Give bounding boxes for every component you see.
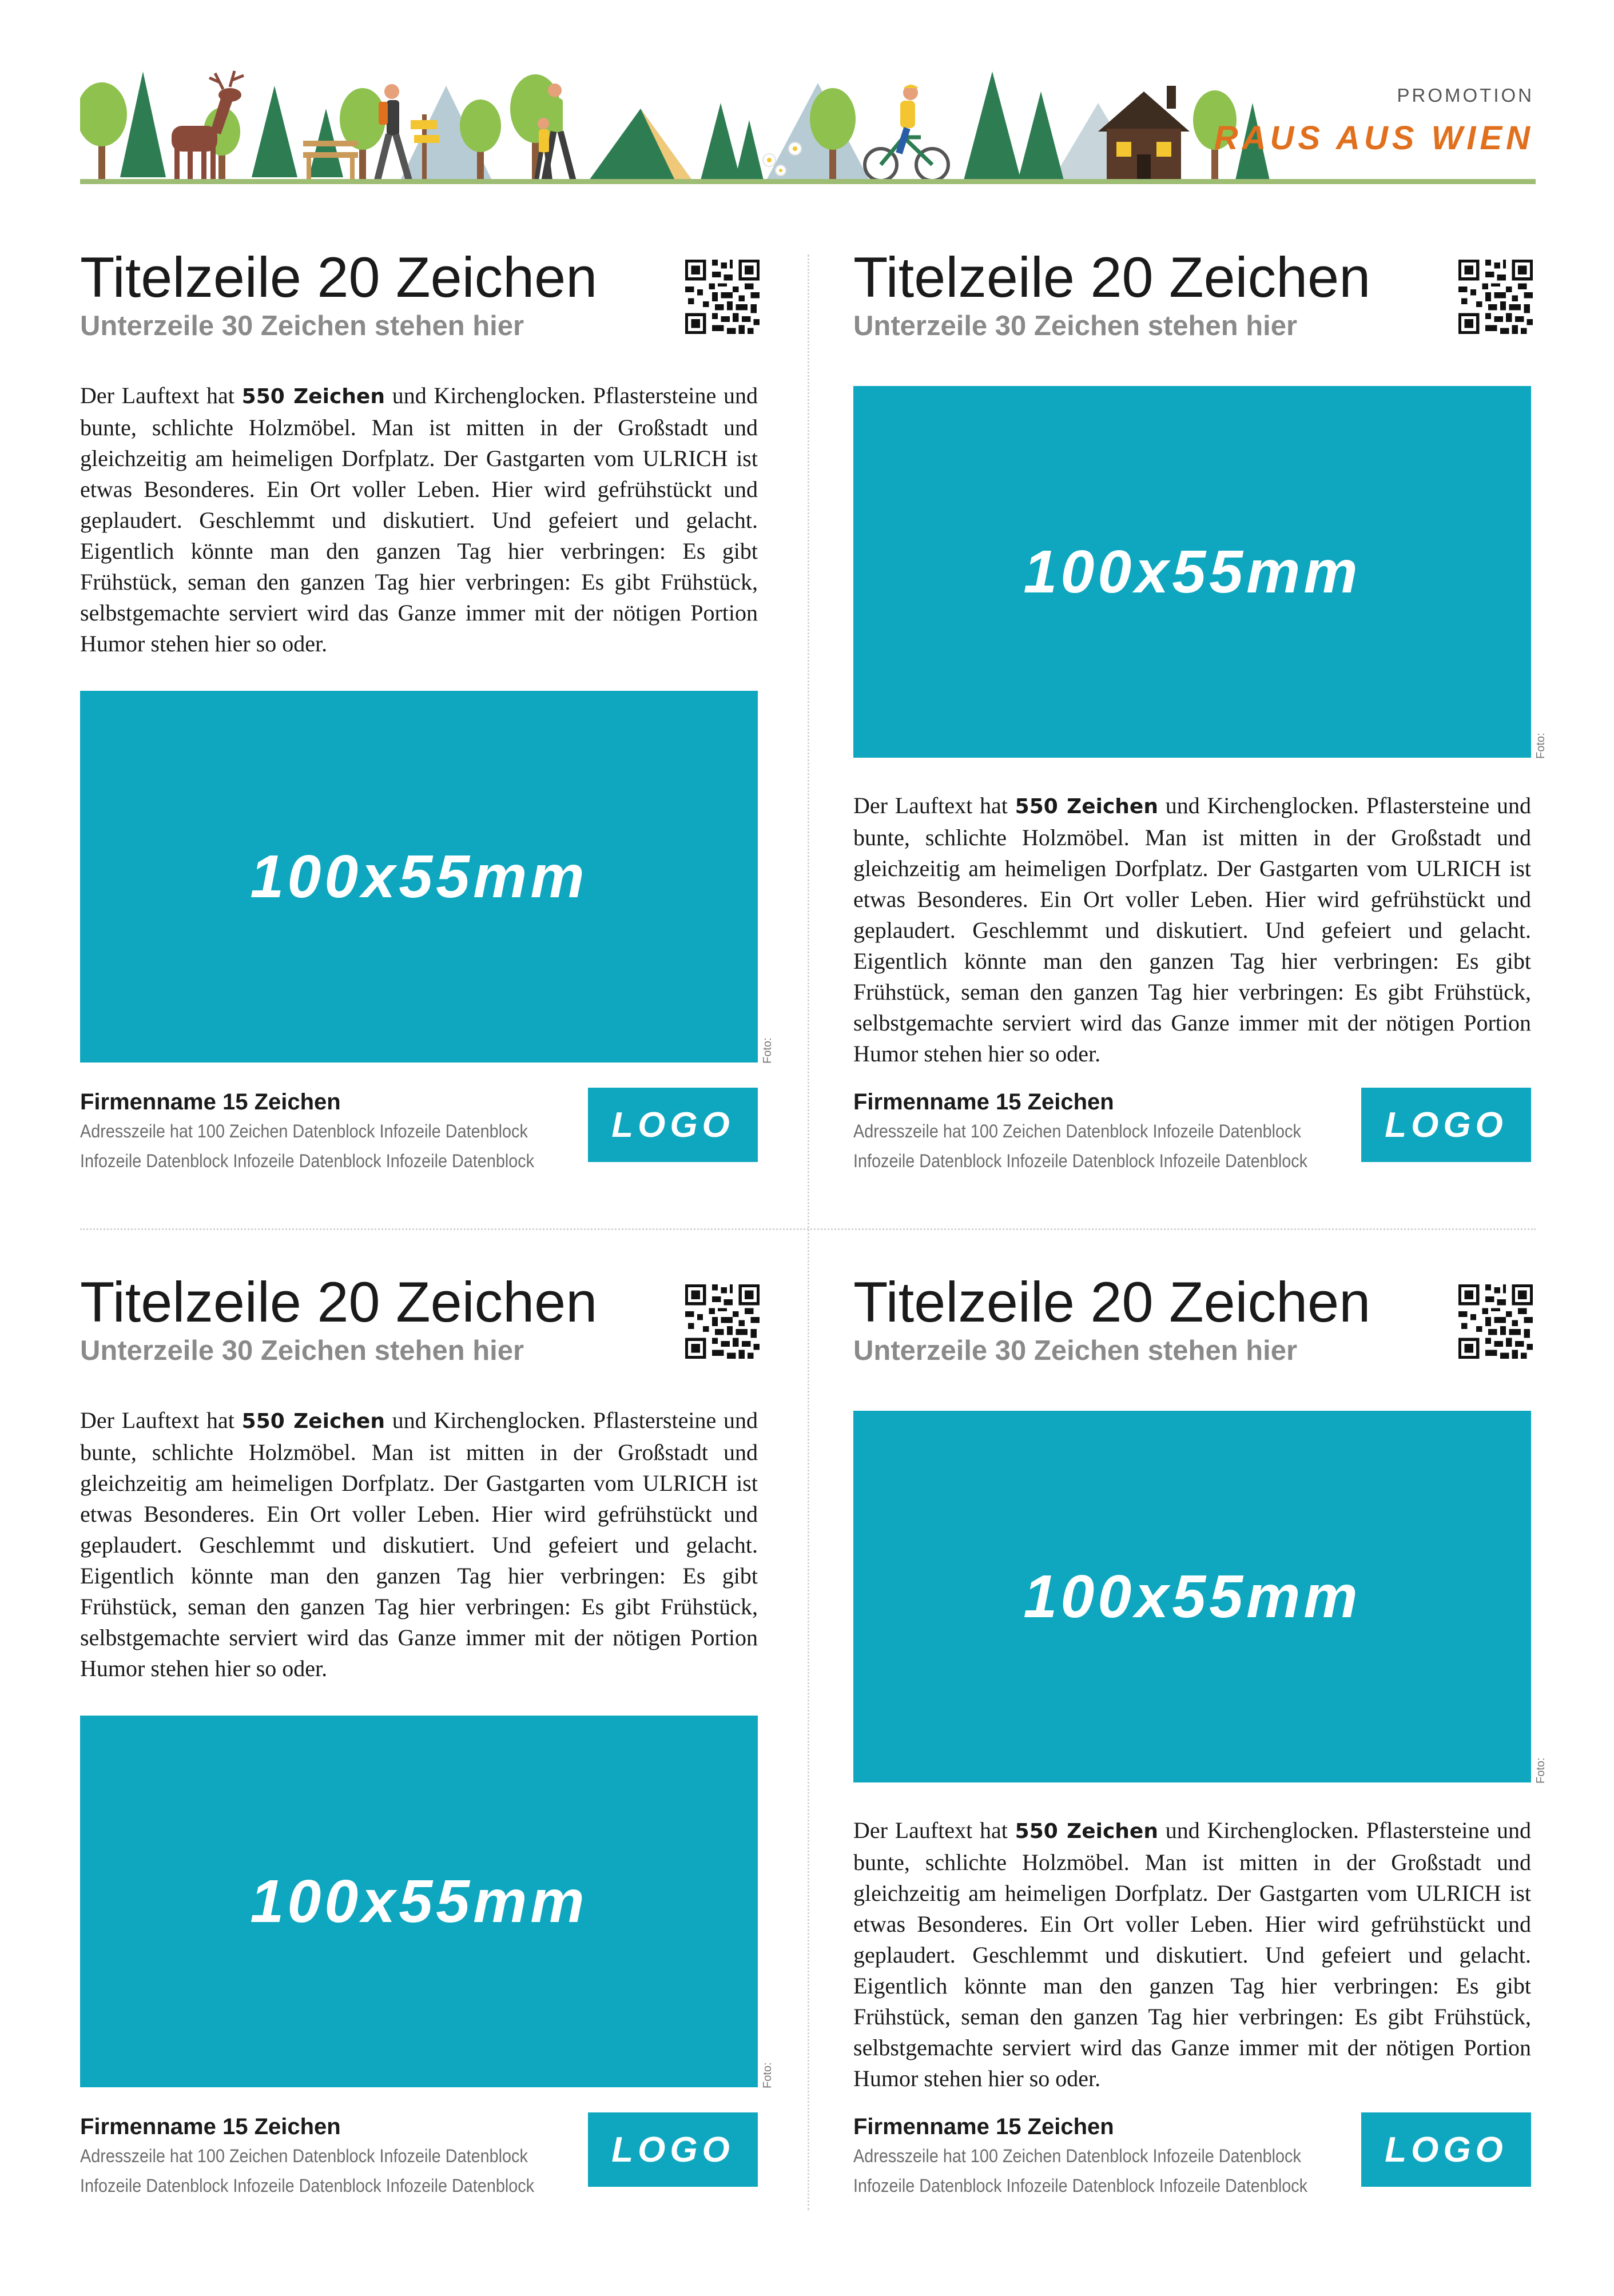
ad-card-bottom-left [80,1271,792,2203]
card-title: Titelzeile 20 Zeichen [80,1270,598,1334]
logo-placeholder: LOGO [588,1088,758,1162]
card-title: Titelzeile 20 Zeichen [80,245,598,309]
address-line-2: Infozeile Datenblock Infozeile Datenblock Infozeile Datenblock [853,1151,1308,1171]
photo-placeholder [853,1411,1531,1782]
logo-placeholder: LOGO [588,2112,758,2187]
company-name: Firmenname 15 Zeichen [853,1089,1114,1115]
page-header [0,0,1614,189]
logo-placeholder: LOGO [1361,1088,1531,1162]
row-divider [80,1228,1536,1230]
qr-code-icon[interactable] [685,260,760,334]
card-body-text: Der Lauftext hat 550 Zeichen und Kirchenglocken. Pflastersteine und bunte, schlichte Holzmöbel. Man ist mitten in der Großstadt und gleichzeitig am heimeligen Dorfplatz. Der Gastgarten vom ULRICH ist etwas Besonderes. Ein Ort voller Leben. Hier wird gefrühstückt und geplaudert. Geschlemmt und diskutiert. Und gefeiert und gelacht. Eigentlich könnte man den ganzen Tag hier verbringen: Es gibt Frühstück, seman den ganzen Tag hier verbringen: Es gibt Frühstück, selbstgemachte serviert wird das Ganze immer mit der nötigen Portion Humor stehen hier so oder. [853,793,1531,1067]
photo-size-label: 100x55mm [1023,538,1361,606]
photo-credit: Foto: [1535,1757,1547,1784]
qr-code-icon[interactable] [1458,1284,1533,1359]
address-line-2: Infozeile Datenblock Infozeile Datenblock Infozeile Datenblock [80,2175,535,2196]
ad-card-top-right [853,246,1565,1178]
card-body-text: Der Lauftext hat 550 Zeichen und Kirchenglocken. Pflastersteine und bunte, schlichte Holzmöbel. Man ist mitten in der Großstadt und gleichzeitig am heimeligen Dorfplatz. Der Gastgarten vom ULRICH ist etwas Besonderes. Ein Ort voller Leben. Hier wird gefrühstückt und geplaudert. Geschlemmt und diskutiert. Und gefeiert und gelacht. Eigentlich könnte man den ganzen Tag hier verbringen: Es gibt Frühstück, seman den ganzen Tag hier verbringen: Es gibt Frühstück, selbstgemachte serviert wird das Ganze immer mit der nötigen Portion Humor stehen hier so oder. [80,383,758,656]
ad-card-bottom-right [853,1271,1565,2203]
photo-credit: Foto: [1535,733,1547,759]
photo-credit: Foto: [761,1037,774,1064]
address-line-2: Infozeile Datenblock Infozeile Datenblock Infozeile Datenblock [853,2175,1308,2196]
column-divider [808,254,809,2210]
card-body-text: Der Lauftext hat 550 Zeichen und Kirchenglocken. Pflastersteine und bunte, schlichte Holzmöbel. Man ist mitten in der Großstadt und gleichzeitig am heimeligen Dorfplatz. Der Gastgarten vom ULRICH ist etwas Besonderes. Ein Ort voller Leben. Hier wird gefrühstückt und geplaudert. Geschlemmt und diskutiert. Und gefeiert und gelacht. Eigentlich könnte man den ganzen Tag hier verbringen: Es gibt Frühstück, seman den ganzen Tag hier verbringen: Es gibt Frühstück, selbstgemachte serviert wird das Ganze immer mit der nötigen Portion Humor stehen hier so oder. [80,1407,758,1681]
company-name: Firmenname 15 Zeichen [80,2114,341,2139]
address-line-1: Adresszeile hat 100 Zeichen Datenblock Infozeile Datenblock [853,2146,1301,2166]
address-line-1: Adresszeile hat 100 Zeichen Datenblock Infozeile Datenblock [80,2146,528,2166]
qr-code-icon[interactable] [685,1284,760,1359]
photo-size-label: 100x55mm [250,1867,588,1935]
address-line-1: Adresszeile hat 100 Zeichen Datenblock Infozeile Datenblock [80,1121,528,1141]
promotion-title: RAUS AUS WIEN [1214,120,1534,157]
address-line-2: Infozeile Datenblock Infozeile Datenblock Infozeile Datenblock [80,1151,535,1171]
photo-placeholder [853,386,1531,758]
photo-size-label: 100x55mm [1023,1562,1361,1630]
photo-size-label: 100x55mm [250,842,588,910]
card-subtitle: Unterzeile 30 Zeichen stehen hier [853,1335,1298,1366]
photo-placeholder [80,691,758,1063]
card-subtitle: Unterzeile 30 Zeichen stehen hier [853,311,1298,341]
card-title: Titelzeile 20 Zeichen [853,1270,1371,1334]
card-body-text: Der Lauftext hat 550 Zeichen und Kirchenglocken. Pflastersteine und bunte, schlichte Holzmöbel. Man ist mitten in der Großstadt und gleichzeitig am heimeligen Dorfplatz. Der Gastgarten vom ULRICH ist etwas Besonderes. Ein Ort voller Leben. Hier wird gefrühstückt und geplaudert. Geschlemmt und diskutiert. Und gefeiert und gelacht. Eigentlich könnte man den ganzen Tag hier verbringen: Es gibt Frühstück, seman den ganzen Tag hier verbringen: Es gibt Frühstück, selbstgemachte serviert wird das Ganze immer mit der nötigen Portion Humor stehen hier so oder. [853,1817,1531,2091]
company-name: Firmenname 15 Zeichen [80,1089,341,1115]
card-subtitle: Unterzeile 30 Zeichen stehen hier [80,311,524,341]
card-subtitle: Unterzeile 30 Zeichen stehen hier [80,1335,524,1366]
photo-placeholder [80,1716,758,2087]
promotion-label: PROMOTION [1397,85,1534,106]
company-name: Firmenname 15 Zeichen [853,2114,1114,2139]
card-title: Titelzeile 20 Zeichen [853,245,1371,309]
address-line-1: Adresszeile hat 100 Zeichen Datenblock Infozeile Datenblock [853,1121,1301,1141]
photo-credit: Foto: [761,2062,774,2088]
ad-card-top-left [80,246,792,1178]
qr-code-icon[interactable] [1458,260,1533,334]
header-ground-line [80,179,1536,184]
logo-placeholder: LOGO [1361,2112,1531,2187]
